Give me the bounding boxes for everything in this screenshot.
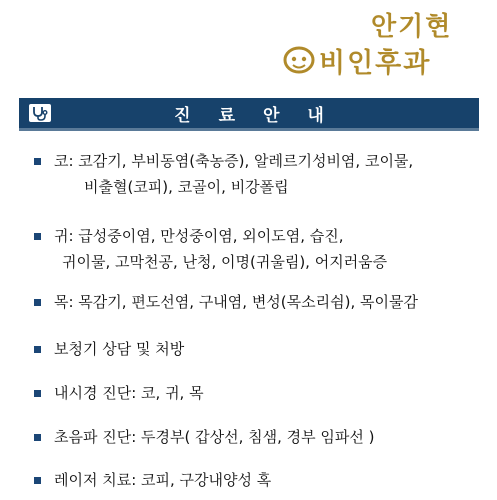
bullet-square-icon (34, 299, 41, 306)
clinic-logo (283, 2, 493, 82)
bullet-square-icon (34, 477, 41, 484)
section-header (19, 98, 479, 131)
item-line2: 귀이물, 고막천공, 난청, 이명(귀울림), 어지러움증 (62, 253, 388, 271)
item-line2: 비출혈(코피), 코골이, 비강폴립 (84, 178, 289, 196)
bullet-square-icon (34, 390, 41, 397)
logo-department (283, 42, 431, 78)
item-line1: 내시경 진단: 코, 귀, 목 (54, 384, 204, 402)
page-title: 진료안내 (174, 106, 352, 126)
item-line1: 목: 목감기, 편도선염, 구내염, 변성(목소리쉼), 목이물감 (54, 293, 418, 311)
bullet-square-icon (34, 346, 41, 353)
item-line1: 코: 코감기, 부비동염(축농증), 알레르기성비염, 코이물, (54, 152, 414, 170)
item-line1: 귀: 급성중이염, 만성중이염, 외이도염, 습진, (54, 227, 344, 245)
bullet-square-icon (34, 158, 41, 165)
logo-name-text: 안기현 (371, 12, 453, 42)
item-line1: 초음파 진단: 두경부( 갑상선, 침샘, 경부 임파선 ) (54, 428, 375, 446)
item-line1: 레이저 치료: 코피, 구강내양성 혹 (54, 471, 272, 489)
item-line1: 보청기 상담 및 처방 (54, 340, 185, 358)
logo-department-text: 비인후과 (319, 47, 432, 79)
bullet-square-icon (34, 434, 41, 441)
logo-ear-icon (283, 45, 317, 75)
bullet-square-icon (34, 233, 41, 240)
